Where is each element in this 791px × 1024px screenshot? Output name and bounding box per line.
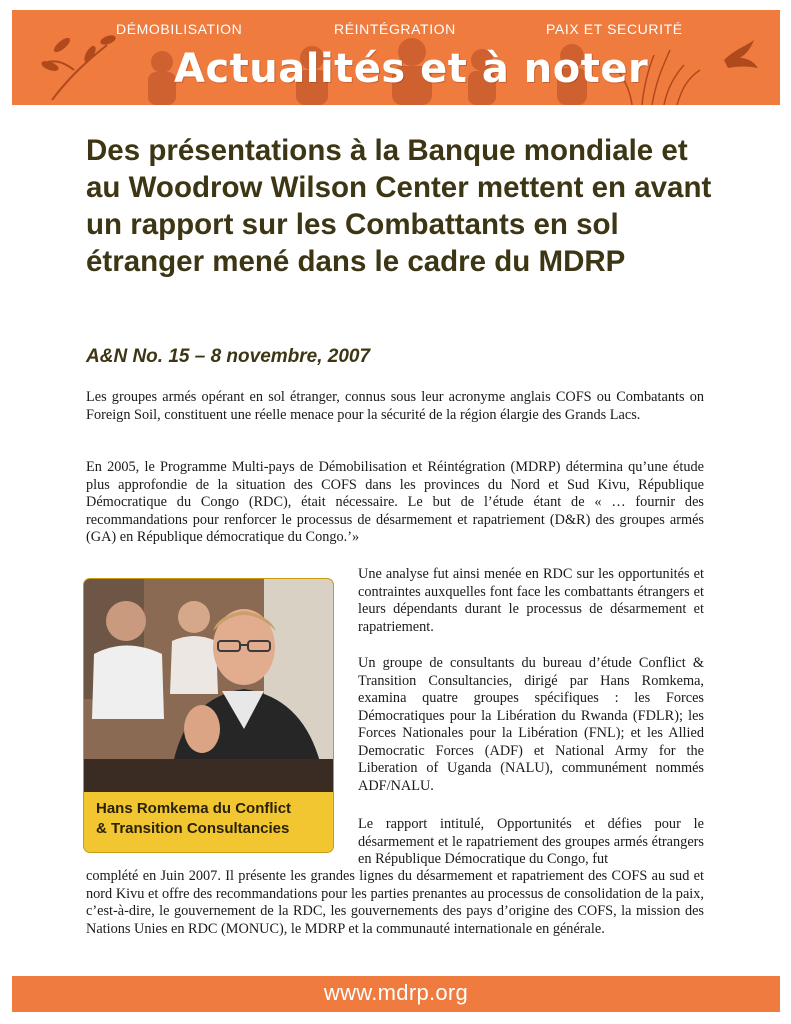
olive-branch-icon (48, 45, 107, 100)
footer-website-link[interactable]: www.mdrp.org (323, 980, 469, 1005)
header-banner (12, 10, 780, 105)
paragraph-2: En 2005, le Programme Multi-pays de Démobilisation et Réintégration (MDRP) détermina qu’une étude plus approfondie de la situation des COFS dans les provinces du Nord et Sud Kivu, République Démocratique du Congo (RDC), était nécessaire. Le but de l’étude étant de « … fournir des recommandations pour renforcer le processus de désarmement et rapatriement (D&R) des groupes armés (GA) en République démocratique du Congo.’» (86, 459, 704, 545)
dove-icon (724, 40, 758, 68)
nav-paix-securite: PAIX ET SECURITÉ (546, 21, 683, 37)
banner-nav (12, 21, 780, 41)
nav-reintegration: RÉINTÉGRATION (334, 21, 456, 37)
page-title: Des présentations à la Banque mondiale et au Woodrow Wilson Center mettent en avant un rapport sur les Combattants en sol étranger mené dans le cadre du MDRP (86, 134, 712, 278)
caption-line-1: Hans Romkema du Conflict (96, 800, 292, 817)
paragraph-4: Un groupe de consultants du bureau d’étude Conflict & Transition Consultancies, dirigé par Hans Romkema, examina quatre groupes spécifiques : les Forces Démocratiques pour la Libération du Rwanda (FDLR); les Forces Nationales pour la Libération (FNL); et les Allied Democratic Forces (ADF) et National Army for the Liberation of Uganda (NALU), communément nommés ADF/NALU. (358, 655, 704, 794)
footer-banner (12, 976, 780, 1012)
paragraph-1: Les groupes armés opérant en sol étranger, connus sous leur acronyme anglais COFS ou Combatants on Foreign Soil, constituent une réelle menace pour la sécurité de la région élargie des Grands Lacs. (86, 389, 704, 423)
caption-line-2: & Transition Consultancies (96, 820, 290, 837)
photo-figure (84, 579, 333, 852)
banner-title: Actualités et à noter (174, 46, 649, 92)
paragraph-5: Le rapport intitulé, Opportunités et défies pour le désarmement et le rapatriement des groupes armés étrangers en République Démocratique du Congo, fut (358, 816, 704, 867)
paragraph-6: complété en Juin 2007. Il présente les grandes lignes du désarmement et rapatriement des COFS au sud et nord Kivu et offre des recommandations pour les parties prenantes au processus de consolidation de la paix, c’est-à-dire, le gouvernement de la RDC, les gouvernements des pays d’origine des COFS, la mission des Nations Unies en RDC (MONUC), le MDRP et la communauté internationale en générale. (86, 868, 704, 937)
nav-demobilisation: DÉMOBILISATION (116, 21, 243, 37)
portrait-photo (84, 579, 333, 792)
issue-number: A&N No. 15 – 8 novembre, 2007 (86, 346, 371, 367)
photo-caption (84, 792, 333, 852)
paragraph-3: Une analyse fut ainsi menée en RDC sur les opportunités et contraintes auxquelles font face les combattants étrangers et leurs dépendants durant le processus de désarmement et rapatriement. (358, 566, 704, 635)
